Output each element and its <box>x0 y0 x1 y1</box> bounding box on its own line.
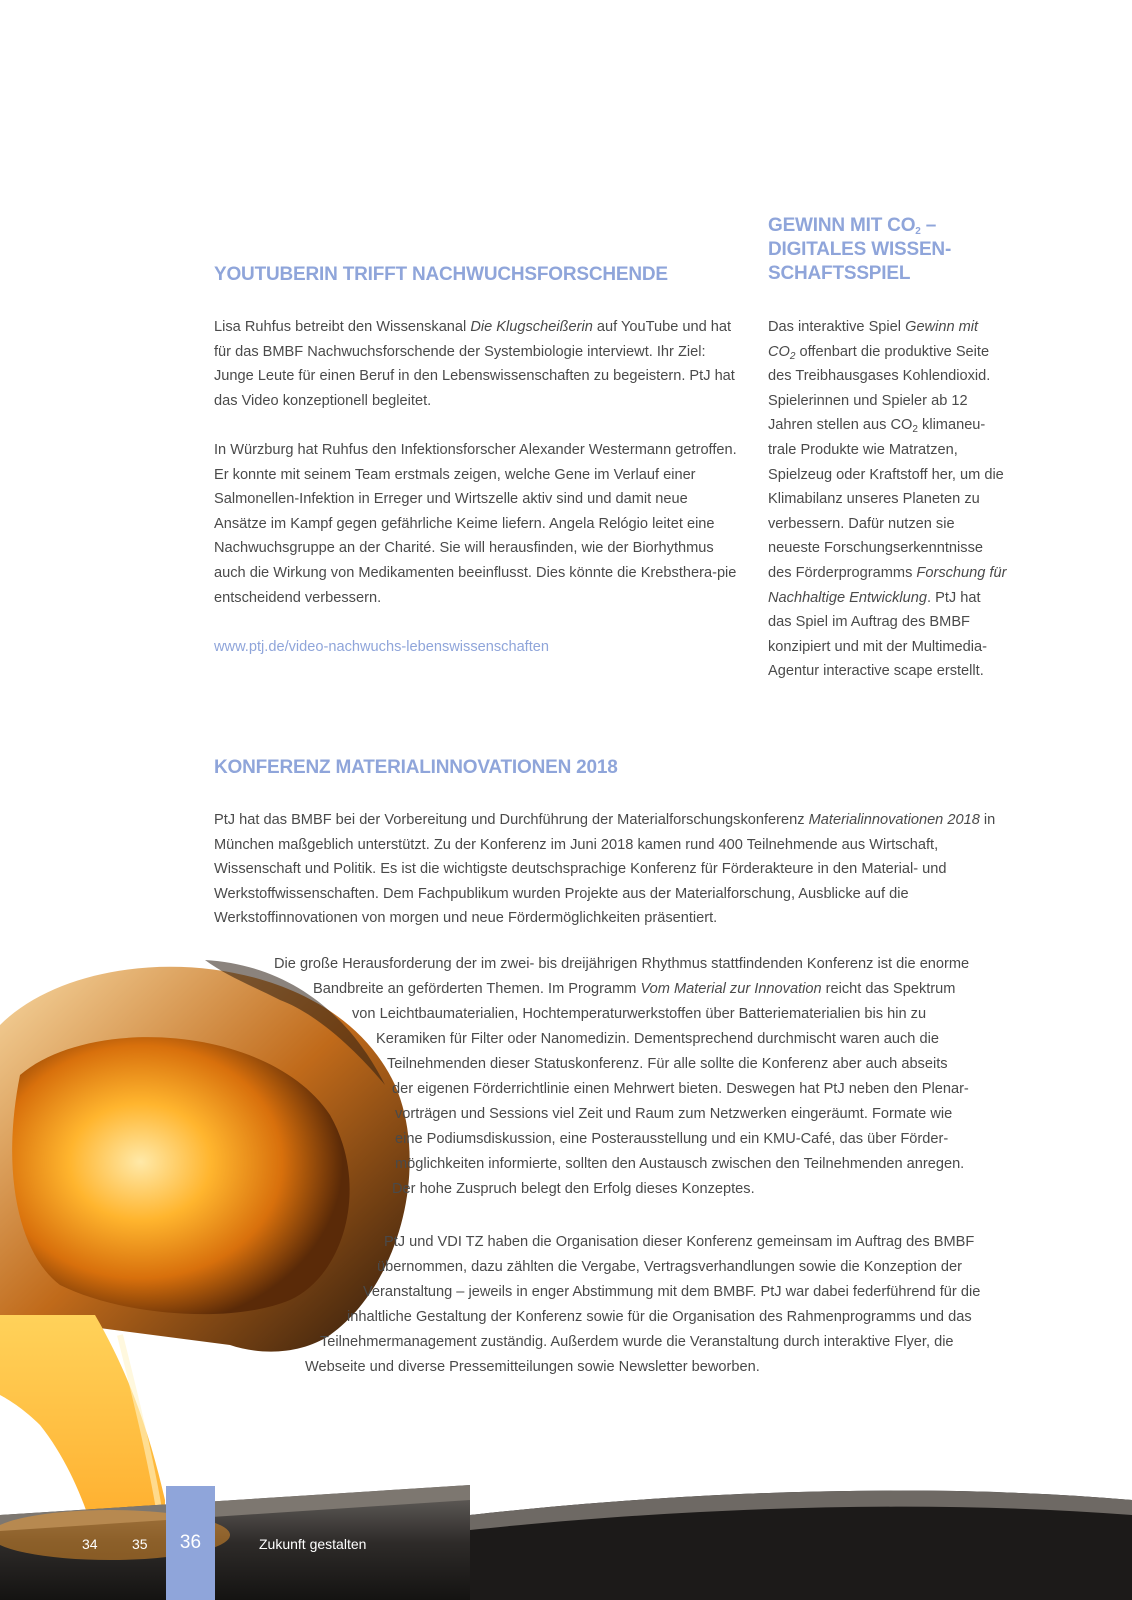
konferenz-p3-line-6: Webseite und diverse Pressemitteilungen sowie Newsletter beworben. <box>305 1359 760 1375</box>
current-page-marker <box>166 1486 215 1600</box>
heading-konferenz: KONFERENZ MATERIALINNOVATIONEN 2018 <box>214 757 618 778</box>
youtuberin-paragraph-1 <box>214 315 739 413</box>
konferenz-p2-line-2-b: reicht das Spektrum <box>821 981 956 997</box>
youtuberin-p1-a: Lisa Ruhfus betreibt den Wissenskanal <box>214 319 471 335</box>
co2-text-6: . PtJ hat das Spiel im Auftrag des BMBF konzipiert und mit der Multimedia-Agentur interactive scape erstellt. <box>768 589 987 680</box>
heading-gewinn-mit-co2 <box>768 214 998 286</box>
heading-co2-sub: 2 <box>915 226 921 237</box>
youtuberin-p1-channel: Die Klugscheißerin <box>470 319 593 335</box>
konferenz-p2-line-2 <box>313 981 955 997</box>
konferenz-p2-line-8: eine Podiumsdiskussion, eine Posterausstellung und ein KMU-Café, das über Förder- <box>395 1131 949 1147</box>
konferenz-p1-a: PtJ hat das BMBF bei der Vorbereitung und Durchführung der Materialforschungskonferenz <box>214 812 809 828</box>
youtuberin-paragraph-2: In Würzburg hat Ruhfus den Infektionsforscher Alexander Westermann getroffen. Er konnte mit seinem Team erstmals zeigen, welche Gene im Verlauf einer Salmonellen-Infektion in Erreger und Wirtszelle aktiv sind und damit neue Ansätze im Kampf gegen gefährliche Keime liefern. Angela Relógio leitet eine Nachwuchsgruppe an der Charité. Sie will herausfinden, wie der Biorhythmus auch die Wirkung von Medikamenten beeinflusst. Dies könnte die Krebsthera-pie entscheidend verbessern. <box>214 442 737 606</box>
page-link-35[interactable]: 35 <box>132 1536 148 1552</box>
konferenz-paragraph-1 <box>214 808 1004 931</box>
konferenz-p3-line-4: inhaltliche Gestaltung der Konferenz sowie für die Organisation des Rahmenprogramms und das <box>347 1309 972 1325</box>
heading-co2-post: – DIGITALES WISSEN-SCHAFTSSPIEL <box>768 215 952 284</box>
co2-game-title-sub: 2 <box>789 350 796 362</box>
co2-game-title-text: Gewinn mit CO <box>768 319 979 360</box>
video-link[interactable]: www.ptj.de/video-nachwuchs-lebenswissenschaften <box>214 639 550 655</box>
konferenz-title: Materialinnovationen 2018 <box>808 812 980 828</box>
footer-section-title: Zukunft gestalten <box>259 1536 367 1552</box>
page-link-34[interactable]: 34 <box>82 1536 98 1552</box>
konferenz-p2-line-3: von Leichtbaumaterialien, Hochtemperaturwerkstoffen über Batteriematerialien bis hin zu <box>352 1006 927 1022</box>
konferenz-p3-line-5: Teilnehmermanagement zuständig. Außerdem wurde die Veranstaltung durch interaktive Flyer, die <box>320 1334 954 1350</box>
co2-program-title: Forschung für Nachhaltige Entwicklung <box>768 564 1007 606</box>
konferenz-p2-line-4: Keramiken für Filter oder Nanomedizin. Dementsprechend durchmischt waren auch die <box>376 1031 939 1047</box>
konferenz-p3-line-1: PtJ und VDI TZ haben die Organisation dieser Konferenz gemeinsam im Auftrag des BMBF <box>384 1234 975 1250</box>
co2-text-1: Das interaktive Spiel <box>768 319 906 335</box>
konferenz-p2-line-2-a: Bandbreite an geförderten Themen. Im Programm <box>313 981 641 997</box>
konferenz-programm-title: Vom Material zur Innovation <box>640 981 822 997</box>
co2-text-3: offenbart die produktive Seite des Treibhausgases Kohlendioxid. Spielerinnen und Spieler ab 12 Jahren stellen aus CO <box>768 343 991 434</box>
konferenz-p2-line-5: Teilnehmenden dieser Statuskonferenz. Für alle sollte die Konferenz aber auch abseits <box>387 1056 948 1072</box>
konferenz-p2-line-7: vorträgen und Sessions viel Zeit und Raum zum Netzwerken eingeräumt. Formate wie <box>395 1106 953 1122</box>
heading-youtuberin: YOUTUBERIN TRIFFT NACHWUCHSFORSCHENDE <box>214 264 668 285</box>
youtuberin-p1-b: auf YouTube und hat für das BMBF Nachwuchsforschende der Systembiologie interviewt. Ihr Ziel: Junge Leute für einen Beruf in den Lebenswissenschaften zu begeistern. PtJ hat das Video konzeptionell begleitet. <box>214 319 735 409</box>
konferenz-p2-line-1: Die große Herausforderung der im zwei- bis dreijährigen Rhythmus stattfindenden Konferenz ist die enorme <box>274 956 970 972</box>
co2-text-3-sub: 2 <box>912 424 918 436</box>
co2-game-description <box>768 315 1008 684</box>
heading-co2-pre: GEWINN MIT CO <box>768 215 916 236</box>
co2-text-4: klimaneu-trale Produkte wie Matratzen, Spielzeug oder Kraftstoff her, um die Klimabilanz unseres Planeten zu verbessern. Dafür nutzen sie neueste Forschungserkenntnisse des Förderprogramms <box>768 417 1004 581</box>
konferenz-p2-line-6: der eigenen Förderrichtlinie einen Mehrwert bieten. Deswegen hat PtJ neben den Plenar- <box>392 1081 969 1097</box>
konferenz-p3-line-3: Veranstaltung – jeweils in enger Abstimmung mit dem BMBF. PtJ war dabei federführend für die <box>363 1284 981 1300</box>
current-page-number: 36 <box>179 1532 202 1553</box>
konferenz-p1-b: in München maßgeblich unterstützt. Zu der Konferenz im Juni 2018 kamen rund 400 Teilnehmende aus Wirtschaft, Wissenschaft und Politik. Es ist die wichtigste deutschsprachige Konferenz für Förderakteure in den Material- und Werkstoffwissenschaften. Dem Fachpublikum wurden Projekte aus der Materialforschung, Ausblicke auf die Werkstoffinnovationen von morgen und neue Fördermöglichkeiten präsentiert. <box>214 812 996 927</box>
konferenz-p2-line-10: Der hohe Zuspruch belegt den Erfolg dieses Konzeptes. <box>392 1181 755 1197</box>
konferenz-p3-line-2: übernommen, dazu zählten die Vergabe, Vertragsverhandlungen sowie die Konzeption der <box>377 1259 962 1275</box>
konferenz-p2-line-9: möglichkeiten informierte, sollten den Austausch zwischen den Teilnehmenden anregen. <box>395 1156 965 1172</box>
